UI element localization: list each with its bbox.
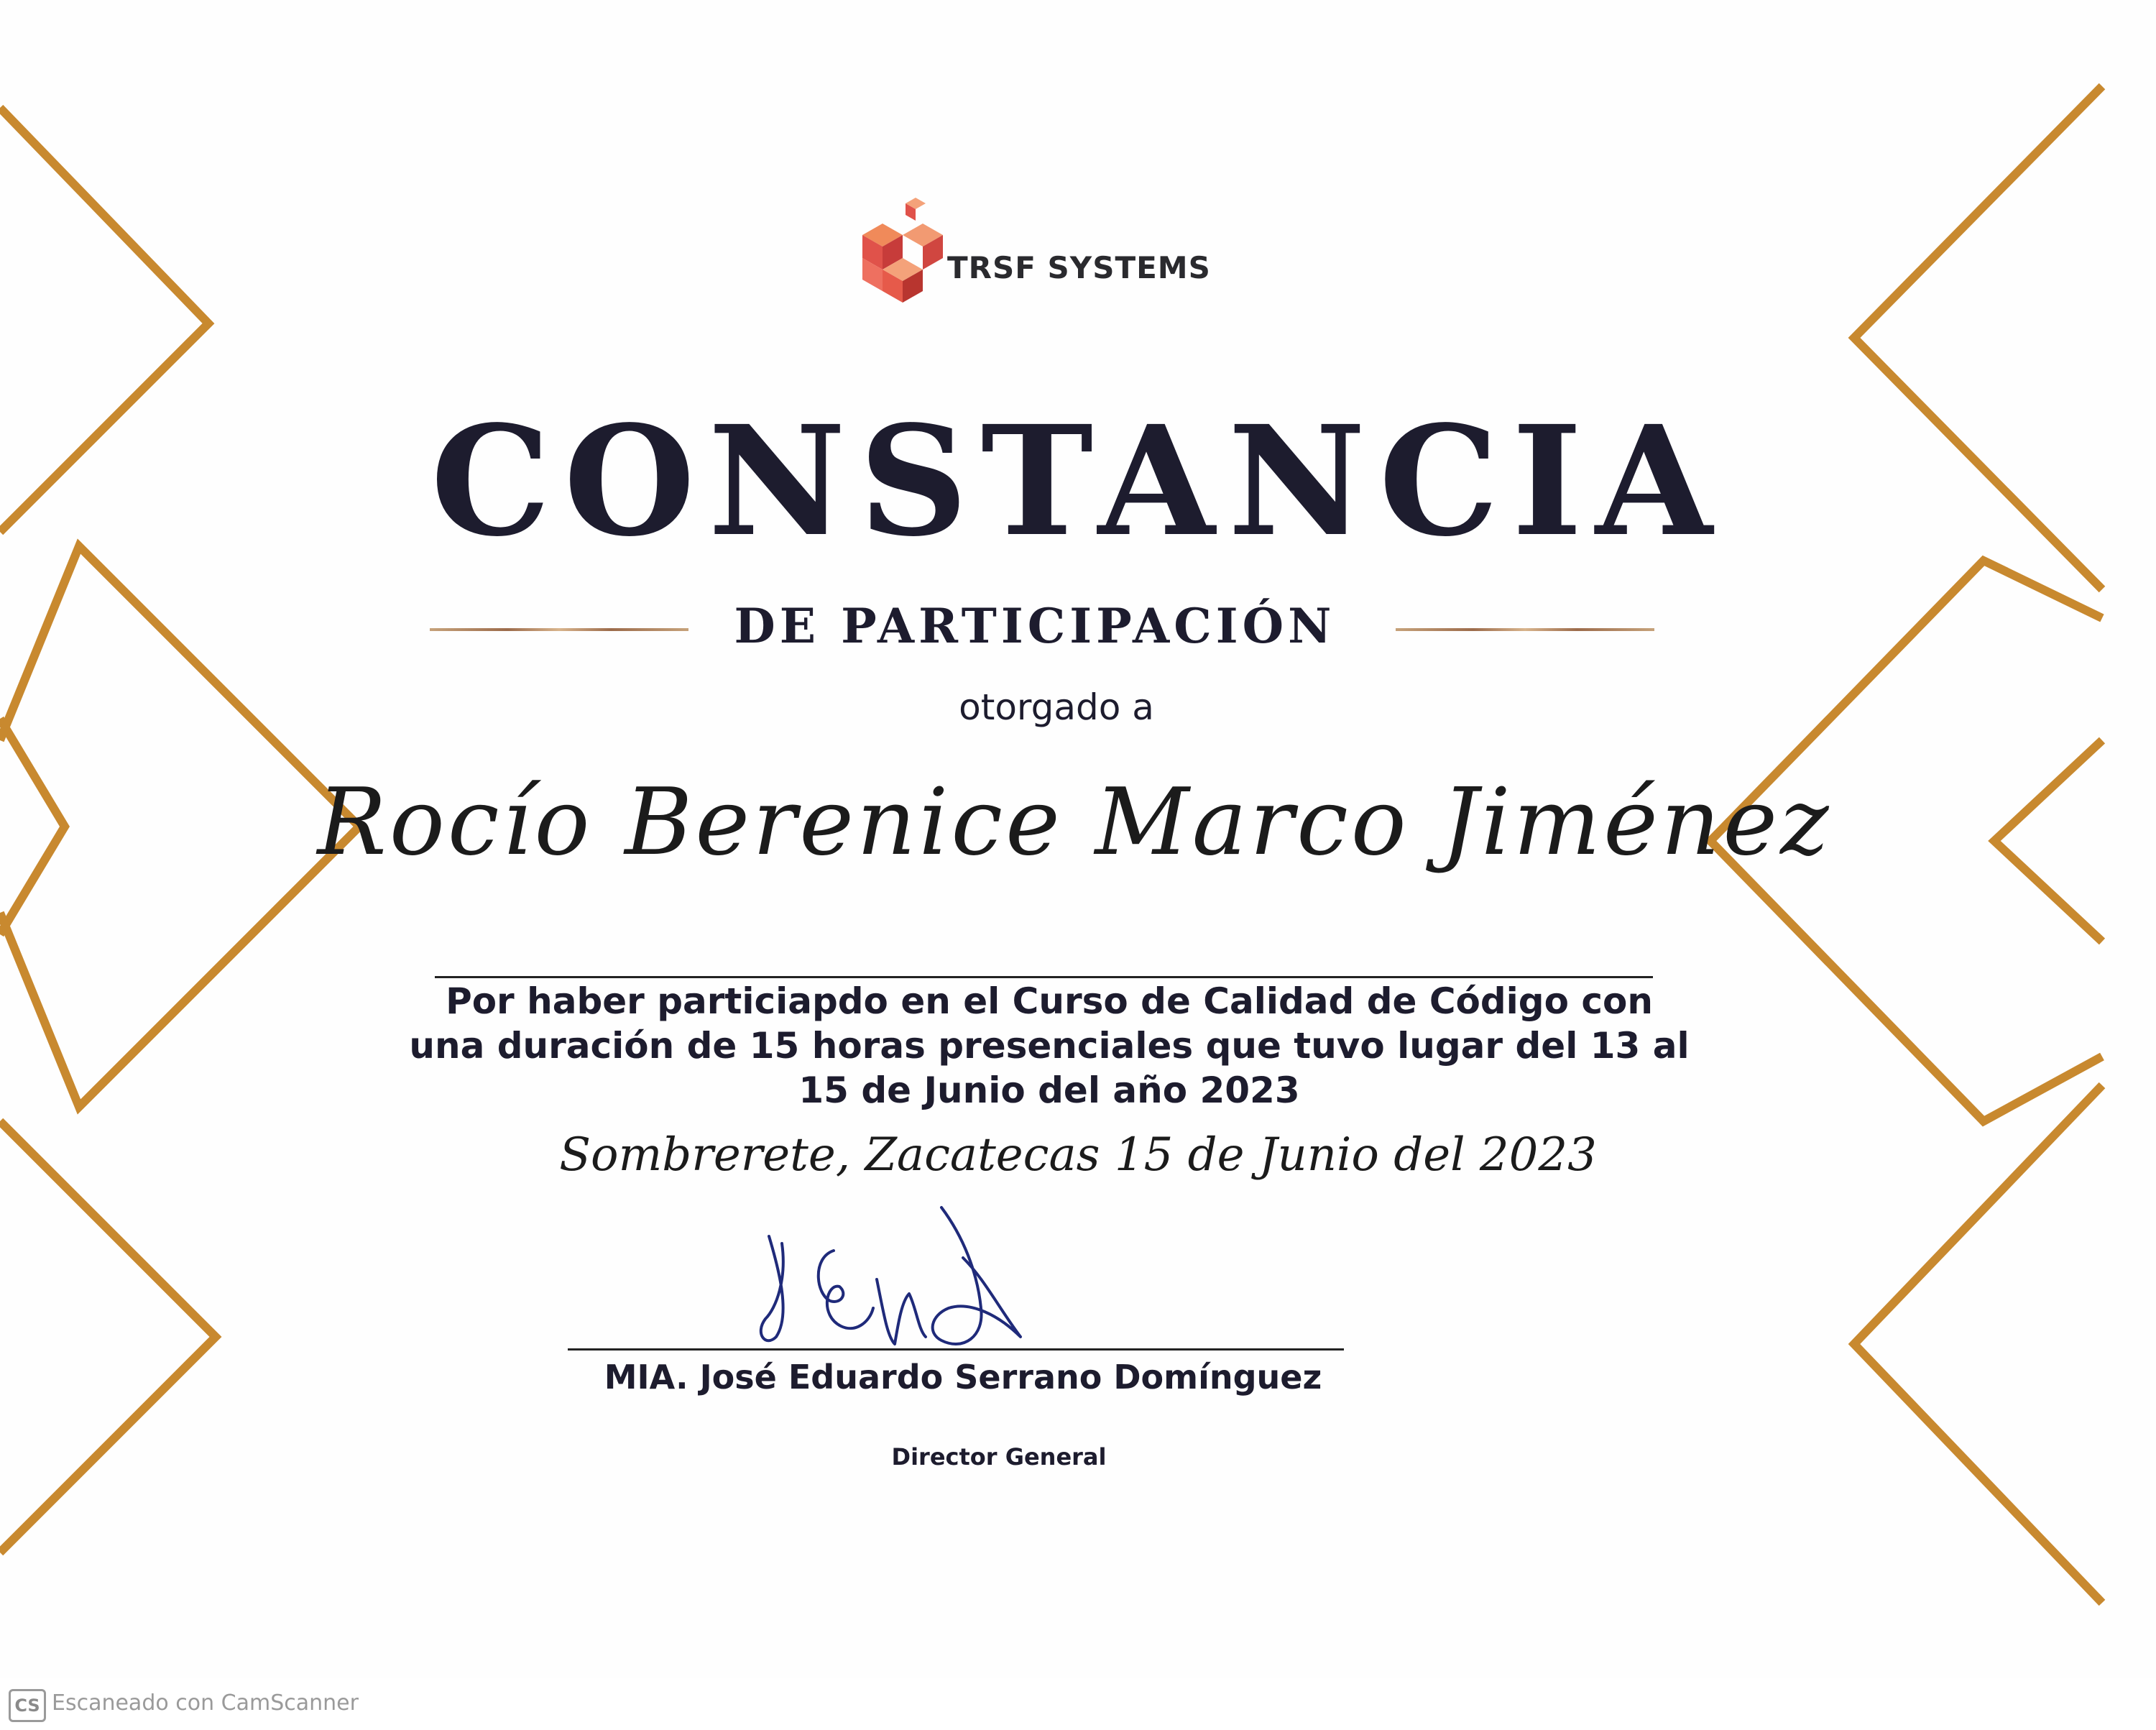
- certificate-subtitle: DE PARTICIPACIÓN: [734, 598, 1336, 654]
- signatory-role: Director General: [891, 1443, 1107, 1471]
- subtitle-rule-right: [1396, 628, 1654, 631]
- right-chevron-top: [1854, 86, 2102, 589]
- participation-description: Por haber particiapdo en el Curso de Calidad de Código con una duración de 15 horas presenciales que tuvo lugar del 13 al 15 de Junio del año 2023: [409, 980, 1690, 1111]
- right-chevron-middle: [1994, 740, 2102, 942]
- handwritten-signature: [747, 1193, 1049, 1358]
- signature-line: [568, 1348, 1344, 1351]
- left-chevron-bottom: [0, 1121, 216, 1552]
- certificate-title: CONSTANCIA: [430, 392, 1726, 570]
- signatory-name: MIA. José Eduardo Serrano Domínguez: [604, 1358, 1322, 1397]
- company-logo-text: TRSF SYSTEMS: [947, 250, 1211, 285]
- recipient-underline: [435, 976, 1653, 978]
- left-chevron-top: [0, 108, 208, 532]
- subtitle-rule-left: [430, 628, 688, 631]
- place-and-date: Sombrerete, Zacatecas 15 de Junio del 2023: [559, 1128, 1597, 1182]
- scan-watermark-text: Escaneado con CamScanner: [52, 1690, 359, 1716]
- right-chevron-bottom: [1854, 1085, 2102, 1603]
- granted-to-label: otorgado a: [959, 686, 1154, 728]
- recipient-name: Rocío Berenice Marco Jiménez: [317, 769, 1832, 876]
- camscanner-badge-icon: CS: [9, 1689, 46, 1722]
- left-chevron-middle: [0, 719, 65, 934]
